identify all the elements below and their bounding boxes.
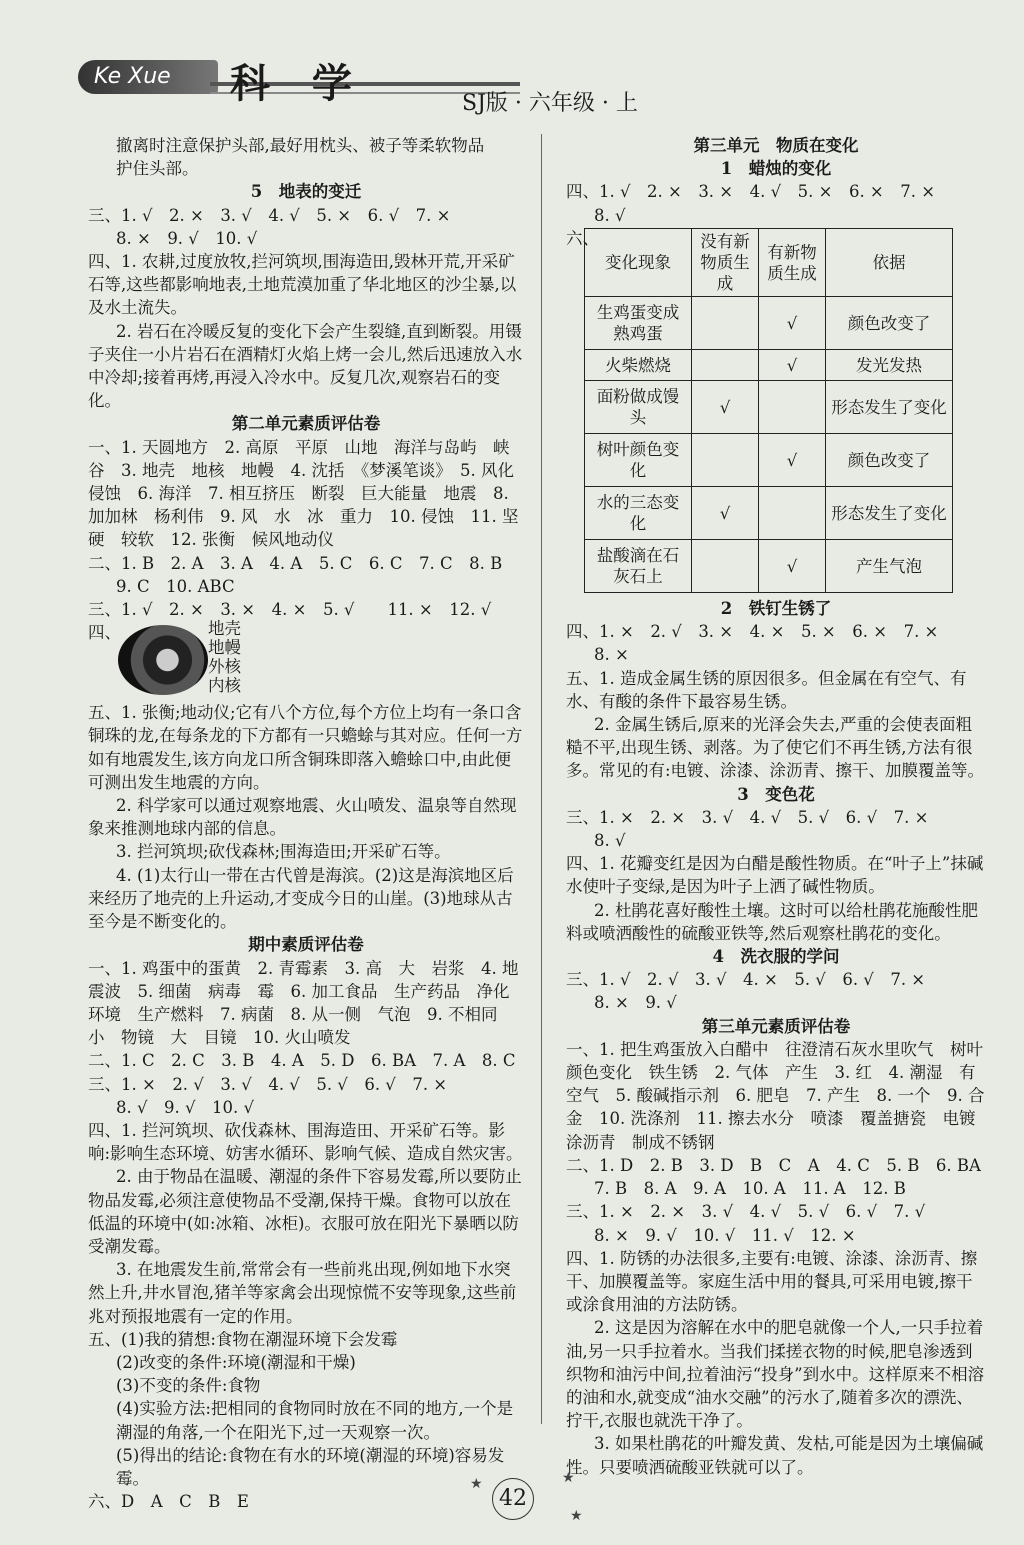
- answer-paragraph: 一、1. 鸡蛋中的蛋黄 2. 青霉素 3. 高 大 岩浆 4. 地震波 5. 细菌 病毒 霉 6. 加工食品 生产药品 净化环境 生产燃料 7. 病菌 8. 从一侧 气泡 9. 不相同 小 物镜 大 目镜 10. 火山喷发: [88, 958, 519, 1048]
- question-label: 六、: [566, 228, 599, 248]
- table-cell: 颜色改变了: [826, 434, 953, 487]
- answer-line: (3)不变的条件:食物: [116, 1376, 261, 1396]
- table-cell: [692, 434, 759, 487]
- answer-line: 8. √: [594, 831, 626, 851]
- table-cell: 产生气泡: [826, 540, 953, 593]
- table-cell: 形态发生了变化: [826, 381, 953, 434]
- table-cell: 发光发热: [826, 350, 953, 381]
- answer-line: 三、1. × 2. × 3. √ 4. √ 5. √ 6. √ 7. ×: [566, 807, 929, 827]
- earth-label: 地幔: [208, 638, 241, 658]
- section-heading: 5 地表的变迁: [250, 182, 362, 202]
- answer-line: 三、1. × 2. × 3. √ 4. √ 5. √ 6. √ 7. √: [566, 1202, 926, 1222]
- answer-paragraph: 4. (1)太行山一带在古代曾是海滨。(2)这是海滨地区后来经历了地壳的上升运动,才变成今日的山崖。(3)地球从古至今是不断变化的。: [88, 865, 514, 932]
- star-icon: ★: [570, 1508, 583, 1524]
- answer-paragraph: 2. 由于物品在温暖、潮湿的条件下容易发霉,所以要防止物品发霉,必须注意使物品不受潮,保持干燥。食物可以放在低温的环境中(如:冰箱、冰柜)。衣服可放在阳光下暴晒以防受潮发霉。: [88, 1167, 522, 1256]
- earth-cross-section-image: [118, 625, 208, 695]
- answer-line: 8. × 9. √: [594, 993, 677, 1013]
- table-header-row: [585, 229, 953, 297]
- text-line: 撤离时注意保护头部,最好用枕头、被子等柔软物品: [116, 136, 485, 155]
- earth-label: 地壳: [208, 619, 241, 639]
- section-heading: 第二单元素质评估卷: [231, 414, 381, 434]
- answer-line: 三、1. √ 2. × 3. √ 4. √ 5. × 6. √ 7. ×: [88, 205, 451, 225]
- table-row: [585, 381, 953, 434]
- answer-line: (5)得出的结论:食物在有水的环境(潮湿的环境)容易发霉。: [116, 1445, 505, 1488]
- answer-line: 8. √ 9. √ 10. √: [116, 1097, 255, 1117]
- table-cell: √: [759, 540, 826, 593]
- section-heading: 第三单元素质评估卷: [701, 1016, 851, 1036]
- table-cell: [692, 540, 759, 593]
- unit-heading: 第三单元 物质在变化: [693, 136, 859, 155]
- table-cell: 颜色改变了: [826, 297, 953, 350]
- table-cell: √: [759, 297, 826, 350]
- answer-line: 三、1. √ 2. × 3. × 4. × 5. √ 11. × 12. √: [88, 600, 492, 620]
- answer-line: 8. √: [594, 205, 626, 225]
- star-icon: ★: [470, 1476, 483, 1492]
- table-cell: [759, 487, 826, 540]
- section-heading: 4 洗衣服的学问: [712, 947, 840, 967]
- table-cell: 面粉做成馒头: [585, 381, 692, 434]
- text-line: 护住头部。: [116, 159, 199, 179]
- star-icon: ★: [562, 1470, 575, 1486]
- answer-paragraph: 五、1. 造成金属生锈的原因很多。但金属在有空气、有水、有酸的条件下最容易生锈。: [566, 668, 967, 711]
- table-header: 变化现象: [585, 229, 692, 297]
- earth-structure-figure: [88, 621, 524, 701]
- table-cell: [692, 297, 759, 350]
- page-number: 42: [492, 1478, 534, 1520]
- edition-grade: SJ版 · 六年级 · 上: [462, 91, 638, 116]
- change-table: [584, 228, 953, 593]
- table-cell: √: [759, 434, 826, 487]
- answer-paragraph: 2. 科学家可以通过观察地震、火山喷发、温泉等自然现象来推测地球内部的信息。: [88, 796, 517, 839]
- subject-title: 科 学: [230, 60, 366, 107]
- answer-line: 二、1. C 2. C 3. B 4. A 5. D 6. BA 7. A 8. C: [88, 1051, 516, 1071]
- table-row: [585, 297, 953, 350]
- section-heading: 1 蜡烛的变化: [720, 159, 832, 179]
- table-cell: √: [692, 381, 759, 434]
- answer-paragraph: 2. 杜鹃花喜好酸性土壤。这时可以给杜鹃花施酸性肥料或喷洒酸性的硫酸亚铁等,然后观察杜鹃花的变化。: [566, 900, 978, 943]
- table-header: 有新物质生成: [759, 229, 826, 297]
- table-row: [585, 350, 953, 381]
- answer-line: 三、1. √ 2. √ 3. √ 4. × 5. √ 6. √ 7. ×: [566, 970, 926, 990]
- answer-paragraph: 3. 如果杜鹃花的叶瓣发黄、发枯,可能是因为土壤偏碱性。只要喷洒硫酸亚铁就可以了。: [566, 1434, 984, 1477]
- table-cell: √: [759, 350, 826, 381]
- table-row: [585, 487, 953, 540]
- table-cell: [759, 381, 826, 434]
- table-row: [585, 434, 953, 487]
- answer-line: 四、1. × 2. √ 3. × 4. × 5. × 6. × 7. ×: [566, 622, 939, 642]
- table-cell: 树叶颜色变化: [585, 434, 692, 487]
- answer-line: (4)实验方法:把相同的食物同时放在不同的地方,一个是潮湿的角落,一个在阳光下,过一天观察一次。: [116, 1399, 514, 1442]
- section-heading: 2 铁钉生锈了: [720, 599, 832, 619]
- answer-line: 9. C 10. ABC: [116, 576, 235, 596]
- section-heading: 期中素质评估卷: [248, 935, 364, 955]
- answer-paragraph: 四、1. 防锈的办法很多,主要有:电镀、涂漆、涂沥青、擦干、加膜覆盖等。家庭生活中用的餐具,可采用电镀,擦干或涂食用油的方法防锈。: [566, 1248, 978, 1315]
- answer-paragraph: 四、1. 花瓣变红是因为白醋是酸性物质。在“叶子上”抹碱水使叶子变绿,是因为叶子上洒了碱性物质。: [566, 854, 984, 897]
- earth-label: 外核: [208, 657, 241, 677]
- earth-label: 内核: [208, 676, 241, 696]
- table-header: 没有新物质生成: [692, 229, 759, 297]
- table-cell: [692, 350, 759, 381]
- table-cell: 盐酸滴在石灰石上: [585, 540, 692, 593]
- table-cell: 火柴燃烧: [585, 350, 692, 381]
- answer-line: 二、1. B 2. A 3. A 4. A 5. C 6. C 7. C 8. B: [88, 553, 503, 573]
- answer-paragraph: 3. 在地震发生前,常常会有一些前兆出现,例如地下水突然上升,井水冒泡,猪羊等家禽会出现惊慌不安等现象,这些前兆对预报地震有一定的作用。: [88, 1260, 517, 1326]
- answer-line: 8. × 9. √ 10. √: [116, 228, 258, 248]
- answer-line: 五、(1)我的猜想:食物在潮湿环境下会发霉: [88, 1329, 398, 1349]
- section-heading: 3 变色花: [737, 784, 815, 804]
- answer-paragraph: 一、1. 天圆地方 2. 高原 平原 山地 海洋与岛屿 峡谷 3. 地壳 地核 地幔 4. 沈括 《梦溪笔谈》 5. 风化 侵蚀 6. 海洋 7. 相互挤压 断裂 巨大能量 地震 8. 加加林 杨利伟 9. 风 水 冰 重力 10. 侵蚀 11. 坚硬 较软 12. 张衡 候风地动仪: [88, 437, 531, 550]
- answer-paragraph: 一、1. 把生鸡蛋放入白醋中 往澄清石灰水里吹气 树叶颜色变化 铁生锈 2. 气体 产生 3. 红 4. 潮湿 有空气 5. 酸碱指示剂 6. 肥皂 7. 产生 8. 一个 9. 合金 10. 洗涤剂 11. 擦去水分 喷漆 覆盖搪瓷 电镀 涂沥青 制成不锈钢: [566, 1039, 992, 1152]
- page-header: [70, 52, 960, 116]
- kexue-logo: Ke Xue: [78, 60, 218, 94]
- answer-line: 8. × 9. √ 10. √ 11. √ 12. ×: [594, 1225, 856, 1245]
- answer-line: 7. B 8. A 9. A 10. A 11. A 12. B: [594, 1179, 906, 1199]
- table-cell: √: [692, 487, 759, 540]
- answer-paragraph: 四、1. 农耕,过度放牧,拦河筑坝,围海造田,毁林开荒,开采矿石等,这些都影响地表,土地荒漠加重了华北地区的沙尘暴,以及水土流失。: [88, 252, 517, 318]
- column-divider: [541, 134, 542, 1424]
- table-cell: 水的三态变化: [585, 487, 692, 540]
- right-column: [566, 134, 992, 1479]
- table-cell: 形态发生了变化: [826, 487, 953, 540]
- answer-paragraph: 2. 金属生锈后,原来的光泽会失去,严重的会使表面粗糙不平,出现生锈、剥落。为了使它们不再生锈,方法有很多。常见的有:电镀、涂漆、涂沥青、擦干、加膜覆盖等。: [566, 715, 985, 781]
- table-header: 依据: [826, 229, 953, 297]
- answer-line: 8. ×: [594, 645, 629, 665]
- left-column: [88, 134, 531, 1513]
- answer-paragraph: 3. 拦河筑坝;砍伐森林;围海造田;开采矿石等。: [116, 842, 451, 862]
- answer-line: (2)改变的条件:环境(潮湿和干燥): [116, 1352, 356, 1372]
- answer-paragraph: 2. 这是因为溶解在水中的肥皂就像一个人,一只手拉着油,另一只手拉着水。当我们揉搓衣物的时候,肥皂渗透到织物和油污中间,拉着油污“投身”到水中。这样原来不相溶的油和水,就变成“油水交融”的污水了,随着多次的漂洗、拧干,衣服也就洗干净了。: [566, 1318, 985, 1431]
- answer-paragraph: 2. 岩石在冷暖反复的变化下会产生裂缝,直到断裂。用镊子夹住一小片岩石在酒精灯火焰上烤一会儿,然后迅速放入水中冷却;接着再烤,再浸入冷水中。反复几次,观察岩石的变化。: [88, 321, 523, 411]
- answer-line: 六、D A C B E: [88, 1492, 249, 1512]
- answer-line: 三、1. × 2. √ 3. √ 4. √ 5. √ 6. √ 7. ×: [88, 1074, 448, 1094]
- answer-paragraph: 四、1. 拦河筑坝、砍伐森林、围海造田、开采矿石等。影响:影响生态环境、妨害水循环、影响气候、造成自然灾害。: [88, 1120, 523, 1164]
- answer-line: 二、1. D 2. B 3. D B C A 4. C 5. B 6. BA: [566, 1155, 981, 1175]
- table-row: [585, 540, 953, 593]
- answer-line: 四、1. √ 2. × 3. × 4. √ 5. × 6. × 7. ×: [566, 182, 936, 202]
- question-label: 四、: [88, 623, 121, 643]
- table-cell: 生鸡蛋变成熟鸡蛋: [585, 297, 692, 350]
- answer-paragraph: 五、1. 张衡;地动仪;它有八个方位,每个方位上均有一条口含铜珠的龙,在每条龙的下方都有一只蟾蜍与其对应。任何一方如有地震发生,该方向龙口所含铜珠即落入蟾蜍口中,由此便可测出发生地震的方向。: [88, 703, 523, 792]
